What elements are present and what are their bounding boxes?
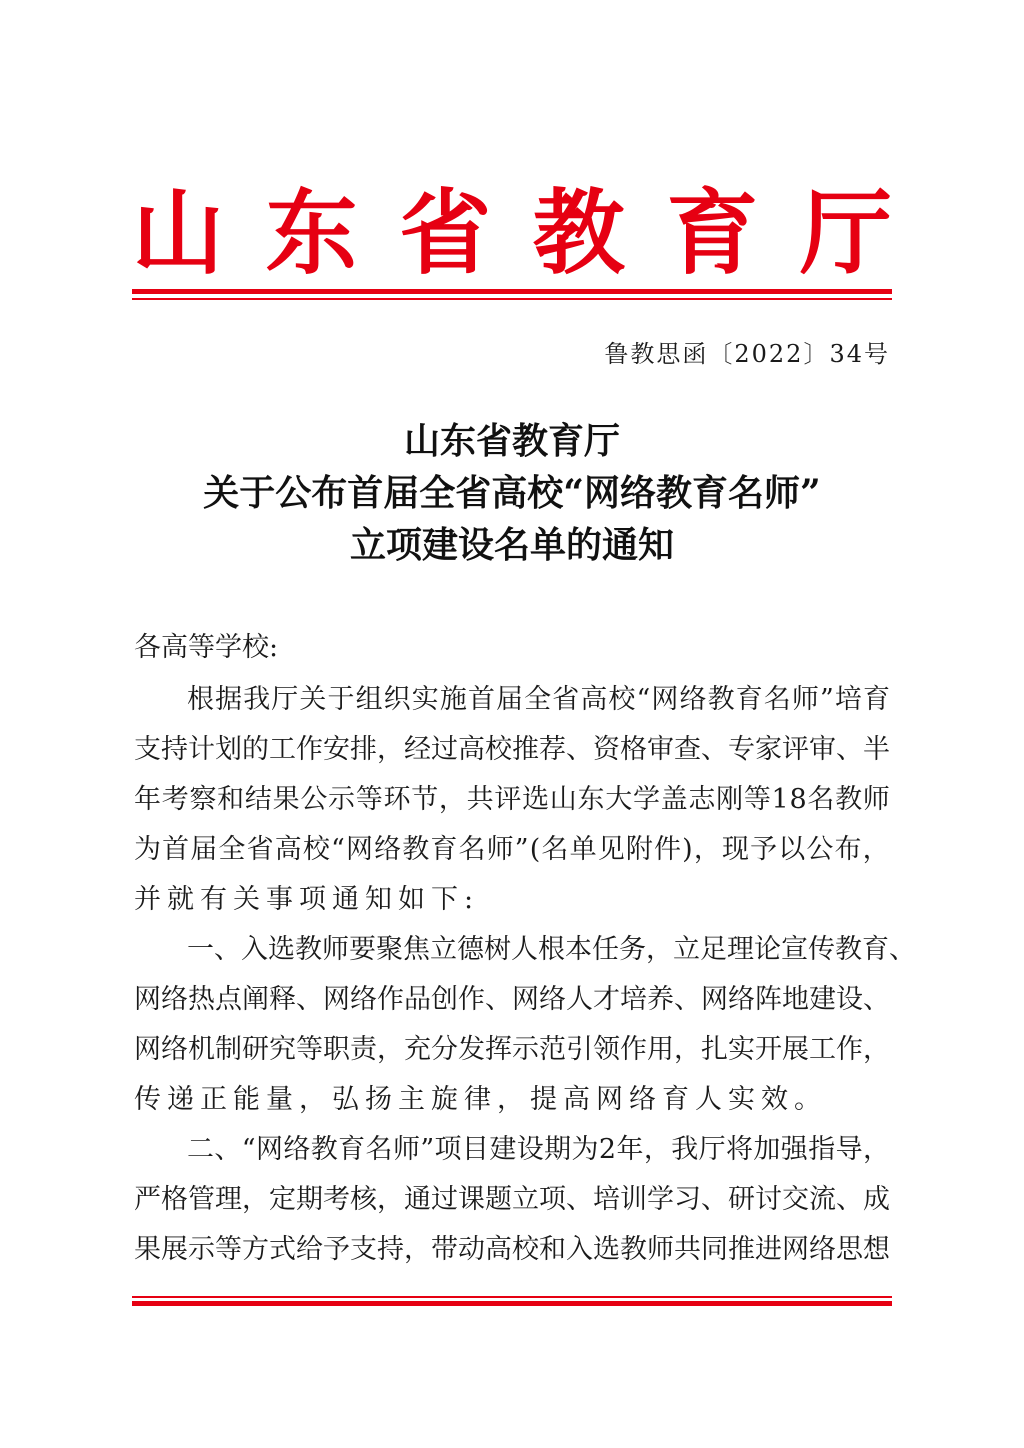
body-line: 严 格 管 理 ， 定 期 考 核 ， 通 过 课 题 立 项 、 培 训 学 习 、 研 讨 交 流 、 成 [134, 1184, 890, 1215]
body-line: 网 络 机 制 研 究 等 职 责 ， 充 分 发 挥 示 范 引 领 作 用 ， 扎 实 开 展 工 作 ， [134, 1034, 890, 1065]
agency-masthead [132, 179, 892, 287]
masthead-char: 教 [532, 179, 625, 287]
footer-rule-thin [132, 1296, 892, 1298]
body-line: 为 首 届 全 省 高 校 “ 网 络 教 育 名 师 ” ( 名 单 见 附 件 ) ， 现 予 以 公 布 ， [134, 834, 890, 865]
body-line: 传递正能量，弘扬主旋律，提高网络育人实效。 [134, 1084, 827, 1115]
body-line: 根 据 我 厅 关 于 组 织 实 施 首 届 全 省 高 校 “ 网 络 教 育 名 师 ” 培 育 [187, 684, 890, 715]
body-line: 年 考 察 和 结 果 公 示 等 环 节 ， 共 评 选 山 东 大 学 盖 志 刚 等 1 8 名 教 师 [134, 784, 890, 815]
salutation: 各高等学校: [134, 632, 279, 663]
title-line-3: 立项建设名单的通知 [349, 524, 674, 566]
footer-rule-thick [132, 1301, 892, 1306]
header-rule-thin [132, 298, 892, 300]
masthead-char: 山 [132, 179, 225, 287]
title-line-1: 山东省教育厅 [403, 420, 620, 462]
masthead-char: 育 [666, 179, 759, 287]
body-line: 一 、 入 选 教 师 要 聚 焦 立 德 树 人 根 本 任 务 ， 立 足 理 论 宣 传 教 育 、 [187, 934, 916, 965]
masthead-char: 厅 [799, 179, 892, 287]
document-number: 鲁教思函〔2022〕34号 [604, 340, 890, 368]
masthead-char: 东 [265, 179, 358, 287]
body-line: 支 持 计 划 的 工 作 安 排 ， 经 过 高 校 推 荐 、 资 格 审 查 、 专 家 评 审 、 半 [134, 734, 890, 765]
header-rule-thick [132, 289, 892, 294]
body-line: 二 、 “ 网 络 教 育 名 师 ” 项 目 建 设 期 为 2 年 ， 我 厅 将 加 强 指 导 ， [187, 1134, 890, 1165]
body-line: 并就有关事项通知如下: [134, 884, 480, 915]
body-line: 网 络 热 点 阐 释 、 网 络 作 品 创 作 、 网 络 人 才 培 养 、 网 络 阵 地 建 设 、 [134, 984, 890, 1015]
masthead-char: 省 [399, 179, 492, 287]
body-line: 果 展 示 等 方 式 给 予 支 持 ， 带 动 高 校 和 入 选 教 师 共 同 推 进 网 络 思 想 [134, 1234, 890, 1265]
title-line-2: 关于公布首届全省高校“网络教育名师” [203, 472, 821, 514]
